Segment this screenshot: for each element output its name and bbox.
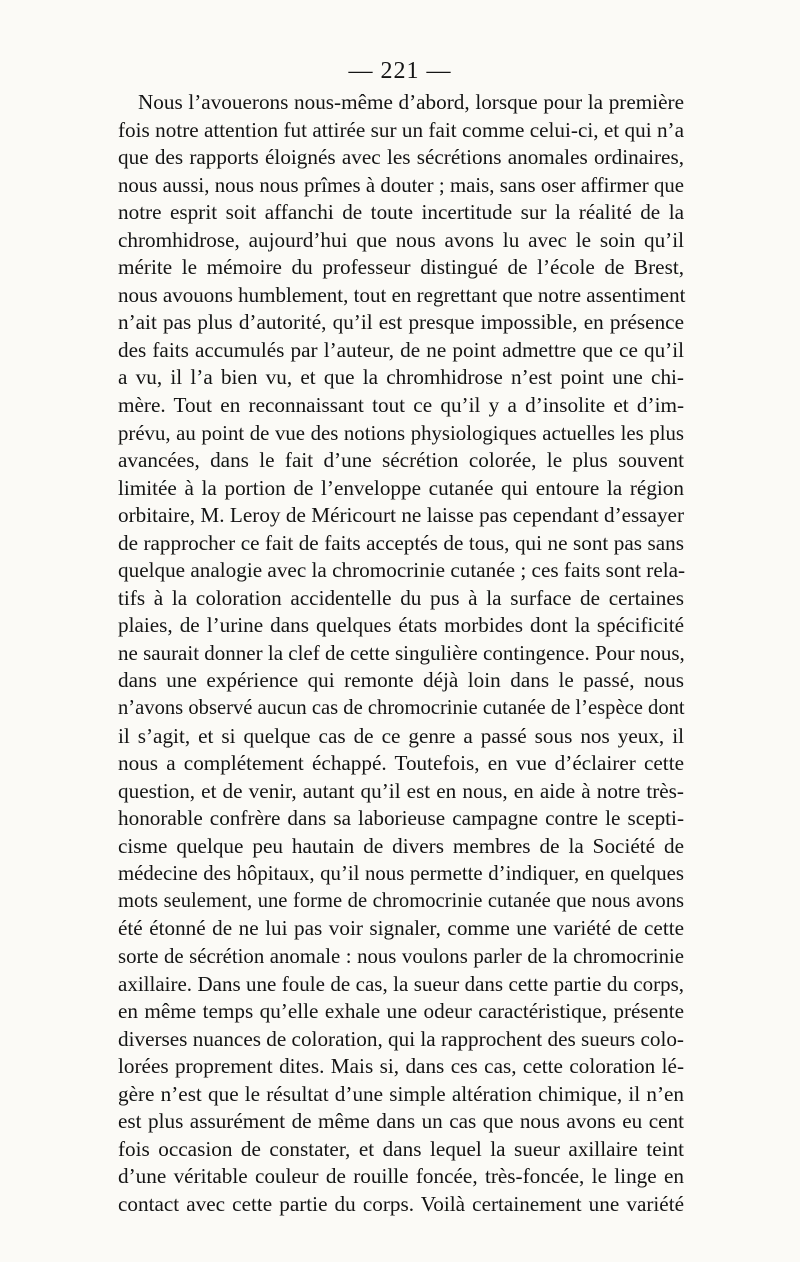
text-line: a vu, il l’a bien vu, et que la chromhidrose n’est point une chi-	[118, 365, 684, 390]
text-line: nous avouons humblement, tout en regrettant que notre assentiment	[118, 282, 686, 307]
text-line: dans une expérience qui remonte déjà loin dans le passé, nous	[118, 668, 684, 693]
text-line: diverses nuances de coloration, qui la rapprochent des sueurs colo-	[118, 1026, 684, 1051]
text-line: prévu, au point de vue des notions physiologiques actuelles les plus	[118, 421, 684, 445]
text-line: honorable confrère dans sa laborieuse campagne contre le scepti-	[118, 806, 684, 831]
text-line: de rapprocher ce fait de faits acceptés de tous, qui ne sont pas sans	[118, 530, 684, 555]
text-line: fois occasion de constater, et dans lequel la sueur axillaire teint	[118, 1136, 684, 1161]
text-line: que des rapports éloignés avec les sécrétions anomales ordinaires,	[118, 145, 684, 170]
text-line: question, et de venir, autant qu’il est en nous, en aide à notre très-	[118, 778, 684, 803]
text-line: est plus assurément de même dans un cas que nous avons eu cent	[118, 1109, 684, 1134]
text-line: limitée à la portion de l’enveloppe cutanée qui entoure la région	[118, 475, 684, 500]
body-paragraph	[118, 89, 684, 1218]
text-line: cisme quelque peu hautain de divers membres de la Société de	[118, 833, 684, 858]
text-line: notre esprit soit affanchi de toute incertitude sur la réalité de la	[118, 200, 684, 225]
text-line: sorte de sécrétion anomale : nous voulons parler de la chromocrinie	[118, 944, 684, 968]
text-line: contact avec cette partie du corps. Voilà certainement une variété	[118, 1191, 684, 1216]
text-line: lorées proprement dites. Mais si, dans ces cas, cette coloration lé-	[118, 1054, 684, 1079]
text-line: fois notre attention fut attirée sur un fait comme celui-ci, et qui n’a	[118, 117, 684, 142]
text-line: plaies, de l’urine dans quelques états morbides dont la spécificité	[118, 613, 684, 638]
text-line: chromhidrose, aujourd’hui que nous avons lu avec le soin qu’il	[118, 227, 684, 252]
text-line: il s’agit, et si quelque cas de ce genre a passé sous nos yeux, il	[118, 723, 684, 748]
text-line: orbitaire, M. Leroy de Méricourt ne laisse pas cependant d’essayer	[118, 503, 684, 528]
text-line: n’ait pas plus d’autorité, qu’il est presque impossible, en présence	[118, 310, 684, 335]
text-line: mérite le mémoire du professeur distingué de l’école de Brest,	[118, 255, 684, 280]
text-line: avancées, dans le fait d’une sécrétion colorée, le plus souvent	[118, 448, 684, 473]
text-line: ne saurait donner la clef de cette singulière contingence. Pour nous,	[118, 640, 685, 665]
text-line: mère. Tout en reconnaissant tout ce qu’il y a d’insolite et d’im-	[118, 393, 684, 418]
text-line: des faits accumulés par l’auteur, de ne point admettre que ce qu’il	[118, 337, 684, 362]
text-line: nous aussi, nous nous prîmes à douter ; mais, sans oser affirmer que	[118, 173, 684, 197]
text-line: n’avons observé aucun cas de chromocrinie cutanée de l’espèce dont	[118, 697, 685, 720]
text-line: Nous l’avouerons nous-même d’abord, lorsque pour la première	[138, 90, 684, 114]
text-line: tifs à la coloration accidentelle du pus à la surface de certaines	[118, 585, 684, 610]
text-line: mots seulement, une forme de chromocrinie cutanée que nous avons	[118, 889, 684, 912]
text-line: médecine des hôpitaux, qu’il nous permette d’indiquer, en quelques	[118, 862, 684, 886]
text-line: en même temps qu’elle exhale une odeur caractéristique, présente	[118, 999, 684, 1024]
text-line: nous a complétement échappé. Toutefois, en vue d’éclairer cette	[118, 751, 684, 776]
text-line: quelque analogie avec la chromocrinie cutanée ; ces faits sont rela-	[118, 558, 686, 583]
text-line: axillaire. Dans une foule de cas, la sueur dans cette partie du corps,	[118, 971, 684, 996]
text-line: été étonné de ne lui pas voir signaler, comme une variété de cette	[118, 916, 684, 941]
text-line: gère n’est que le résultat d’une simple altération chimique, il n’en	[118, 1081, 684, 1106]
page-number: — 221 —	[348, 58, 452, 84]
text-line: d’une véritable couleur de rouille foncée, très-foncée, le linge en	[118, 1164, 684, 1189]
